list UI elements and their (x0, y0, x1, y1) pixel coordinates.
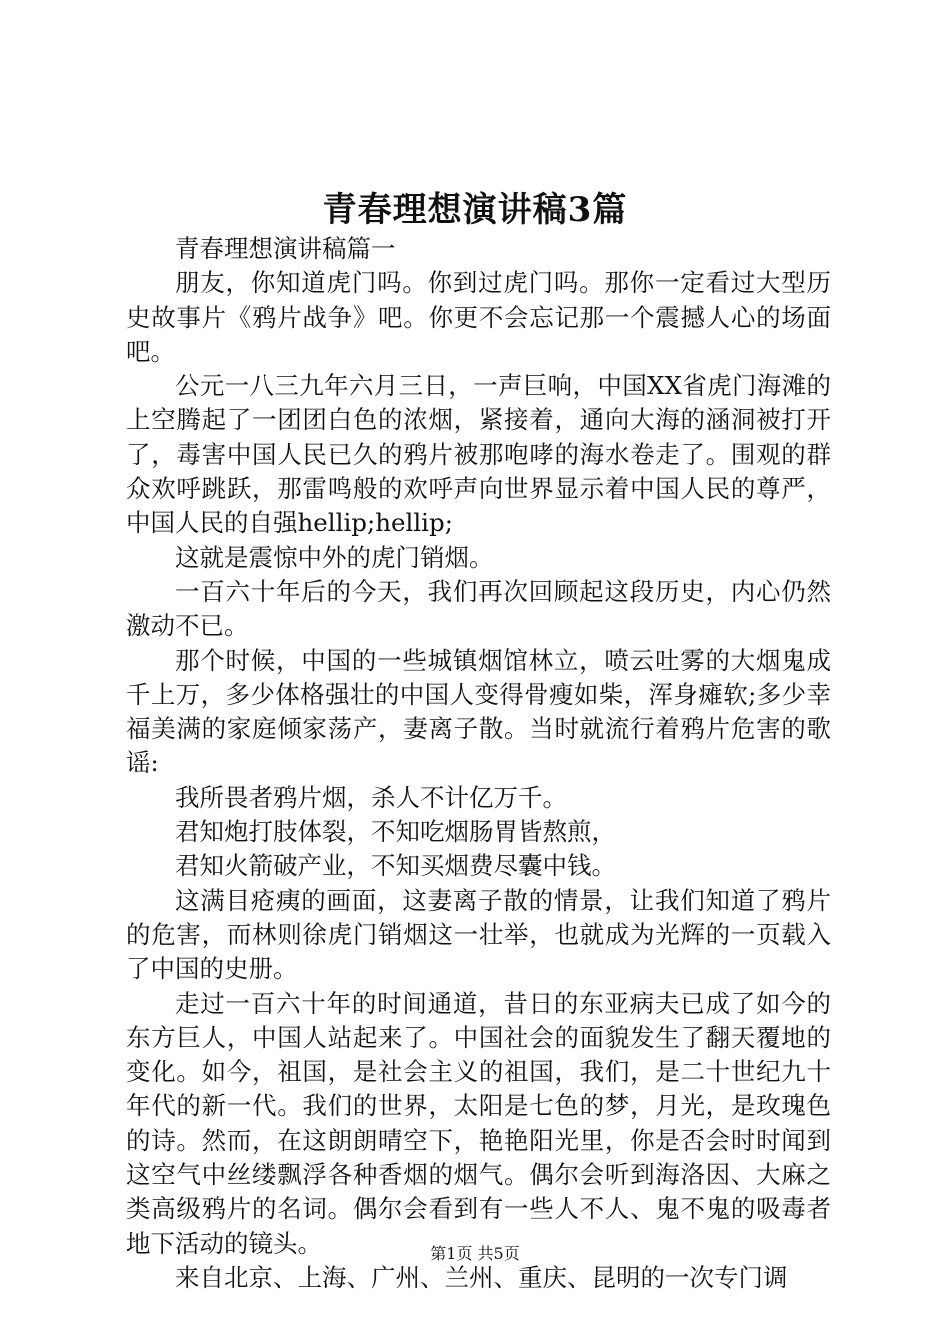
paragraph: 走过一百六十年的时间通道，昔日的东亚病夫已成了如今的东方巨人，中国人站起来了。中国社会的面貌发生了翻天覆地的变化。如今，祖国，是社会主义的祖国，我们，是二十世纪九十年代的新一代。我们的世界，太阳是七色的梦，月光，是玫瑰色的诗。然而，在这朗朗晴空下，艳艳阳光里，你是否会时时闻到这空气中丝缕飘浮各种香烟的烟气。偶尔会听到海洛因、大麻之类高级鸦片的名词。偶尔会看到有一些人不人、鬼不鬼的吸毒者地下活动的镜头。 (126, 988, 831, 1258)
paragraph: 一百六十年后的今天，我们再次回顾起这段历史，内心仍然激动不已。 (126, 576, 831, 641)
paragraph: 这满目疮痍的画面，这妻离子散的情景，让我们知道了鸦片的危害，而林则徐虎门销烟这一壮举，也就成为光辉的一页载入了中国的史册。 (126, 885, 831, 984)
poem-line: 君知火箭破产业，不知买烟费尽囊中钱。 (175, 851, 616, 881)
paragraph: 来自北京、上海、广州、兰州、重庆、昆明的一次专门调 (175, 1262, 788, 1292)
document-body (126, 232, 831, 1295)
paragraph: 朋友，你知道虎门吗。你到过虎门吗。那你一定看过大型历史故事片《鸦片战争》吧。你更不会忘记那一个震撼人心的场面吧。 (126, 268, 831, 366)
section-heading: 青春理想演讲稿篇一 (175, 234, 396, 263)
paragraph: 这就是震惊中外的虎门销烟。 (175, 542, 494, 572)
poem-line: 我所畏者鸦片烟，杀人不计亿万千。 (175, 782, 567, 812)
page-footer: 第1页 共5页 (430, 1244, 520, 1263)
poem-line: 君知炮打肢体裂，不知吃烟肠胃皆熬煎， (175, 817, 616, 847)
paragraph: 那个时候，中国的一些城镇烟馆林立，喷云吐雾的大烟鬼成千上万，多少体格强壮的中国人变得骨瘦如柴，浑身瘫软;多少幸福美满的家庭倾家荡产，妻离子散。当时就流行着鸦片危害的歌谣: (126, 645, 831, 778)
document-title: 青春理想演讲稿3篇 (322, 190, 628, 230)
paragraph: 公元一八三九年六月三日，一声巨响，中国XX省虎门海滩的上空腾起了一团团白色的浓烟，紧接着，通向大海的涵洞被打开了，毒害中国人民已久的鸦片被那咆哮的海水卷走了。围观的群众欢呼跳跃，那雷鸣般的欢呼声向世界显示着中国人民的尊严，中国人民的自强hellip;hellip; (126, 371, 831, 538)
